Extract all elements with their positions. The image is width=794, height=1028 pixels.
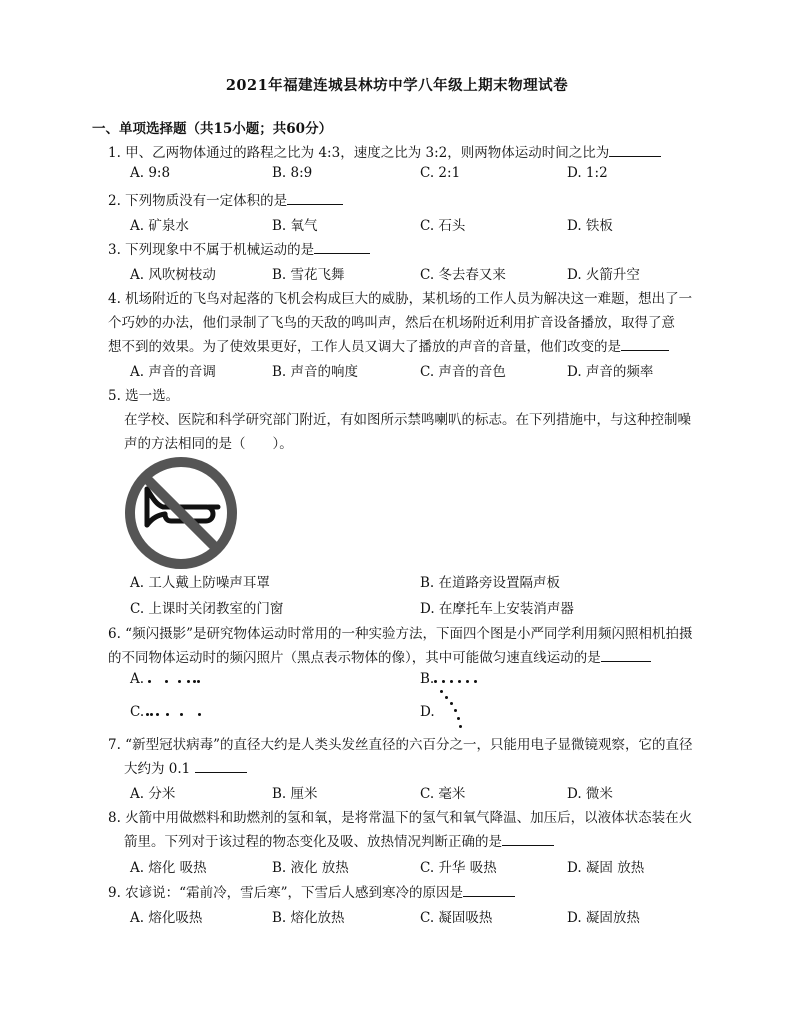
answer-blank [502,831,554,846]
question-6-options-row-1 [130,671,730,691]
dot [198,713,201,716]
option-a: A. 9:8 [130,165,171,181]
dot [440,690,443,693]
question-7-line-2: 大约为 0.1 [124,761,191,777]
question-6-line-2: 的不同物体运动时的频闪照片（黑点表示物体的像），其中可能做匀速直线运动的是 [108,650,601,666]
option-b: B. 氧气 [272,218,318,234]
option-d: D. [420,704,435,720]
question-5-stem: 5. 选一选。 [108,388,180,404]
option-b: B. 雪花飞舞 [272,267,345,283]
option-b: B. 声音的响度 [272,364,359,380]
option-a: A. 风吹树枝动 [130,267,216,283]
option-a-dot-diagram [148,680,208,686]
question-8-line-2: 箭里。下列对于该过程的物态变化及吸、放热情况判断正确的是 [124,834,502,850]
option-d-dot-diagram [440,690,464,730]
question-7 [108,733,706,781]
question-9-stem: 9. 农谚说：“霜前冷，雪后寒”，下雪后人感到寒冷的原因是 [108,885,463,901]
option-d: D. 1:2 [567,165,608,181]
question-9 [108,881,708,905]
dot [442,680,445,683]
option-d: D. 铁板 [567,218,613,234]
option-c: C. 毫米 [420,786,466,802]
section-heading: 一、单项选择题（共15小题；共60分） [92,121,333,137]
option-d: D. 凝固 放热 [567,860,645,876]
question-1-stem: 1. 甲、乙两物体通过的路程之比为 4:3，速度之比为 3:2，则两物体运动时间之比为 [108,145,610,161]
question-4-line-3: 想不到的效果。为了使效果更好，工作人员又调大了播放的声音的音量，他们改变的是 [108,339,621,355]
dot [146,713,149,716]
dot [450,702,453,705]
option-b: B. 在道路旁设置隔声板 [420,575,561,591]
option-c: C. 凝固吸热 [420,910,493,926]
option-b: B. 熔化放热 [272,910,345,926]
question-7-line-1: 7. “新型冠状病毒”的直径大约是人类头发丝直径的六百分之一，只能用电子显微镜观察，它的直径 [108,737,693,753]
question-3 [108,238,708,262]
dot [165,680,168,683]
question-4-options [130,360,730,380]
option-a: A. 熔化 吸热 [130,860,207,876]
question-2 [108,189,708,213]
option-a: A. 分米 [130,786,176,802]
dot [466,680,469,683]
option-d: D. 凝固放热 [567,910,640,926]
option-c: C. 石头 [420,218,466,234]
dot [180,713,183,716]
option-d: D. 声音的频率 [567,364,654,380]
question-7-options [130,782,730,802]
answer-blank [287,190,343,205]
question-4-line-1: 4. 机场附近的飞鸟对起落的飞机会构成巨大的威胁，某机场的工作人员为解决这一难题，想出了一 [108,291,693,307]
question-1-options [130,165,730,185]
question-5 [108,384,706,456]
option-c: C. 上课时关闭教室的门窗 [130,601,284,617]
question-2-stem: 2. 下列物质没有一定体积的是 [108,193,288,209]
question-3-stem: 3. 下列现象中不属于机械运动的是 [108,242,315,258]
dot [150,713,153,716]
answer-blank [621,336,669,351]
exam-title: 2021年福建连城县林坊中学八年级上期末物理试卷 [225,77,569,94]
question-6 [108,622,706,670]
answer-blank [314,239,370,254]
question-4-line-2: 个巧妙的办法，他们录制了飞鸟的天敌的鸣叫声，然后在机场附近利用扩音设备播放，取得了意 [108,315,675,331]
option-d: D. 微米 [567,786,613,802]
option-b-dot-diagram [434,680,484,686]
question-9-options [130,906,730,926]
option-a: A. 熔化吸热 [130,910,203,926]
dot [434,680,437,683]
option-b: B. 8:9 [272,165,313,181]
dot [450,680,453,683]
dot [178,680,181,683]
answer-blank [601,647,651,662]
option-a: A. 工人戴上防噪声耳罩 [130,575,270,591]
option-a: A. [130,671,145,687]
option-c: C. 声音的音色 [420,364,506,380]
option-a: A. 声音的音调 [130,364,216,380]
question-8-line-1: 8. 火箭中用做燃料和助燃剂的氢和氧，是将常温下的氢气和氧气降温、加压后，以液体状态装在火 [108,810,693,826]
option-b: B. 液化 放热 [272,860,349,876]
option-a: A. 矿泉水 [130,218,189,234]
option-d: D. 在摩托车上安装消声器 [420,601,574,617]
option-c: C. 升华 吸热 [420,860,497,876]
option-b: B. [420,671,435,687]
option-c-dot-diagram [146,713,206,719]
dot [454,709,457,712]
question-2-options [130,214,730,234]
dot [166,713,169,716]
question-5-options-row-2 [130,597,730,617]
question-1 [108,141,708,165]
option-c: C. 2:1 [420,165,461,181]
question-6-options-row-2 [130,704,730,724]
dot [156,713,159,716]
option-d: D. 火箭升空 [567,267,640,283]
question-8 [108,806,706,854]
option-c: C. [130,704,145,720]
option-b: B. 厘米 [272,786,318,802]
answer-blank [463,882,515,897]
dot [193,680,196,683]
answer-blank [609,142,661,157]
question-4 [108,287,706,359]
question-5-line-2: 声的方法相同的是（ ）。 [124,436,293,452]
dot [187,680,190,683]
dot [197,680,200,683]
dot [445,696,448,699]
dot [148,680,151,683]
no-horn-sign-icon [123,455,239,571]
question-6-line-1: 6. “频闪摄影”是研究物体运动时常用的一种实验方法，下面四个图是小严同学利用频闪照相机拍摄 [108,626,693,642]
question-5-line-1: 在学校、医院和科学研究部门附近，有如图所示禁鸣喇叭的标志。在下列措施中，与这种控制噪 [124,412,691,428]
dot [474,680,477,683]
dot [457,717,460,720]
answer-blank [195,758,247,773]
option-c: C. 冬去春又来 [420,267,506,283]
question-5-options-row-1 [130,571,730,591]
dot [459,725,462,728]
question-8-options [130,856,730,876]
dot [458,680,461,683]
question-3-options [130,263,730,283]
